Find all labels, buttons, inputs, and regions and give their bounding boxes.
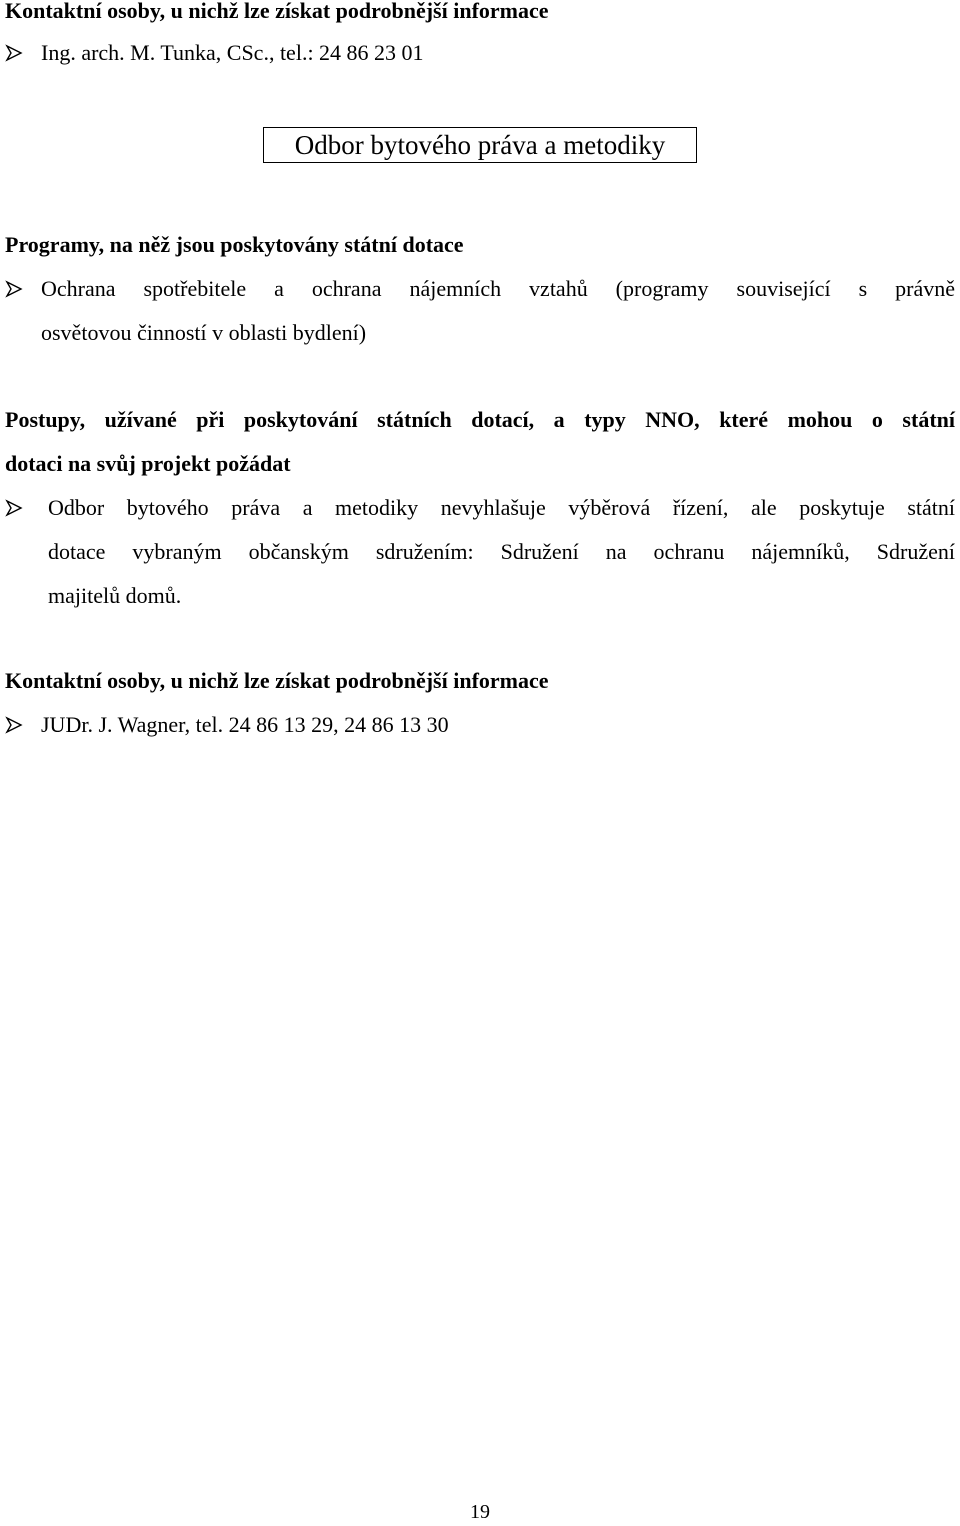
arrow-bullet-icon: [5, 267, 41, 311]
procedure-item-line-2: dotace vybraným občanským sdružením: Sdružení na ochranu nájemníků, Sdružení: [48, 539, 955, 564]
arrow-bullet-icon: [5, 31, 41, 75]
program-item-line-1: Ochrana spotřebitele a ochrana nájemních vztahů (programy související s právně: [41, 276, 955, 301]
procedures-heading-line-1: Postupy, užívané při poskytování státních dotací, a typy NNO, které mohou o státní: [5, 407, 955, 432]
procedure-item-bullet: [5, 486, 41, 530]
contact-item-1: [5, 31, 424, 75]
procedure-item-line-3: majitelů domů.: [48, 583, 182, 608]
program-item-bullet: [5, 267, 41, 311]
contact-item-2: [5, 703, 449, 747]
arrow-bullet-icon: [5, 703, 41, 747]
procedures-heading-line-2: dotaci na svůj projekt požádat: [5, 451, 291, 476]
contact-text-1: Ing. arch. M. Tunka, CSc., tel.: 24 86 23 01: [41, 40, 424, 65]
page-number: 19: [470, 1501, 490, 1523]
procedure-item: [48, 486, 955, 618]
program-item-line-2: osvětovou činností v oblasti bydlení): [41, 320, 367, 345]
section-heading-contacts-1: Kontaktní osoby, u nichž lze získat podrobnější informace: [5, 0, 549, 23]
program-item: [41, 267, 955, 355]
section-heading-programs: Programy, na něž jsou poskytovány státní dotace: [5, 232, 464, 257]
arrow-bullet-icon: [5, 486, 41, 530]
procedure-item-line-1: Odbor bytového práva a metodiky nevyhlašuje výběrová řízení, ale poskytuje státní: [48, 495, 955, 520]
section-heading-procedures: [5, 398, 955, 486]
section-heading-contacts-2: Kontaktní osoby, u nichž lze získat podrobnější informace: [5, 668, 549, 693]
contact-text-2: JUDr. J. Wagner, tel. 24 86 13 29, 24 86 13 30: [41, 712, 449, 737]
department-title: Odbor bytového práva a metodiky: [263, 127, 697, 163]
